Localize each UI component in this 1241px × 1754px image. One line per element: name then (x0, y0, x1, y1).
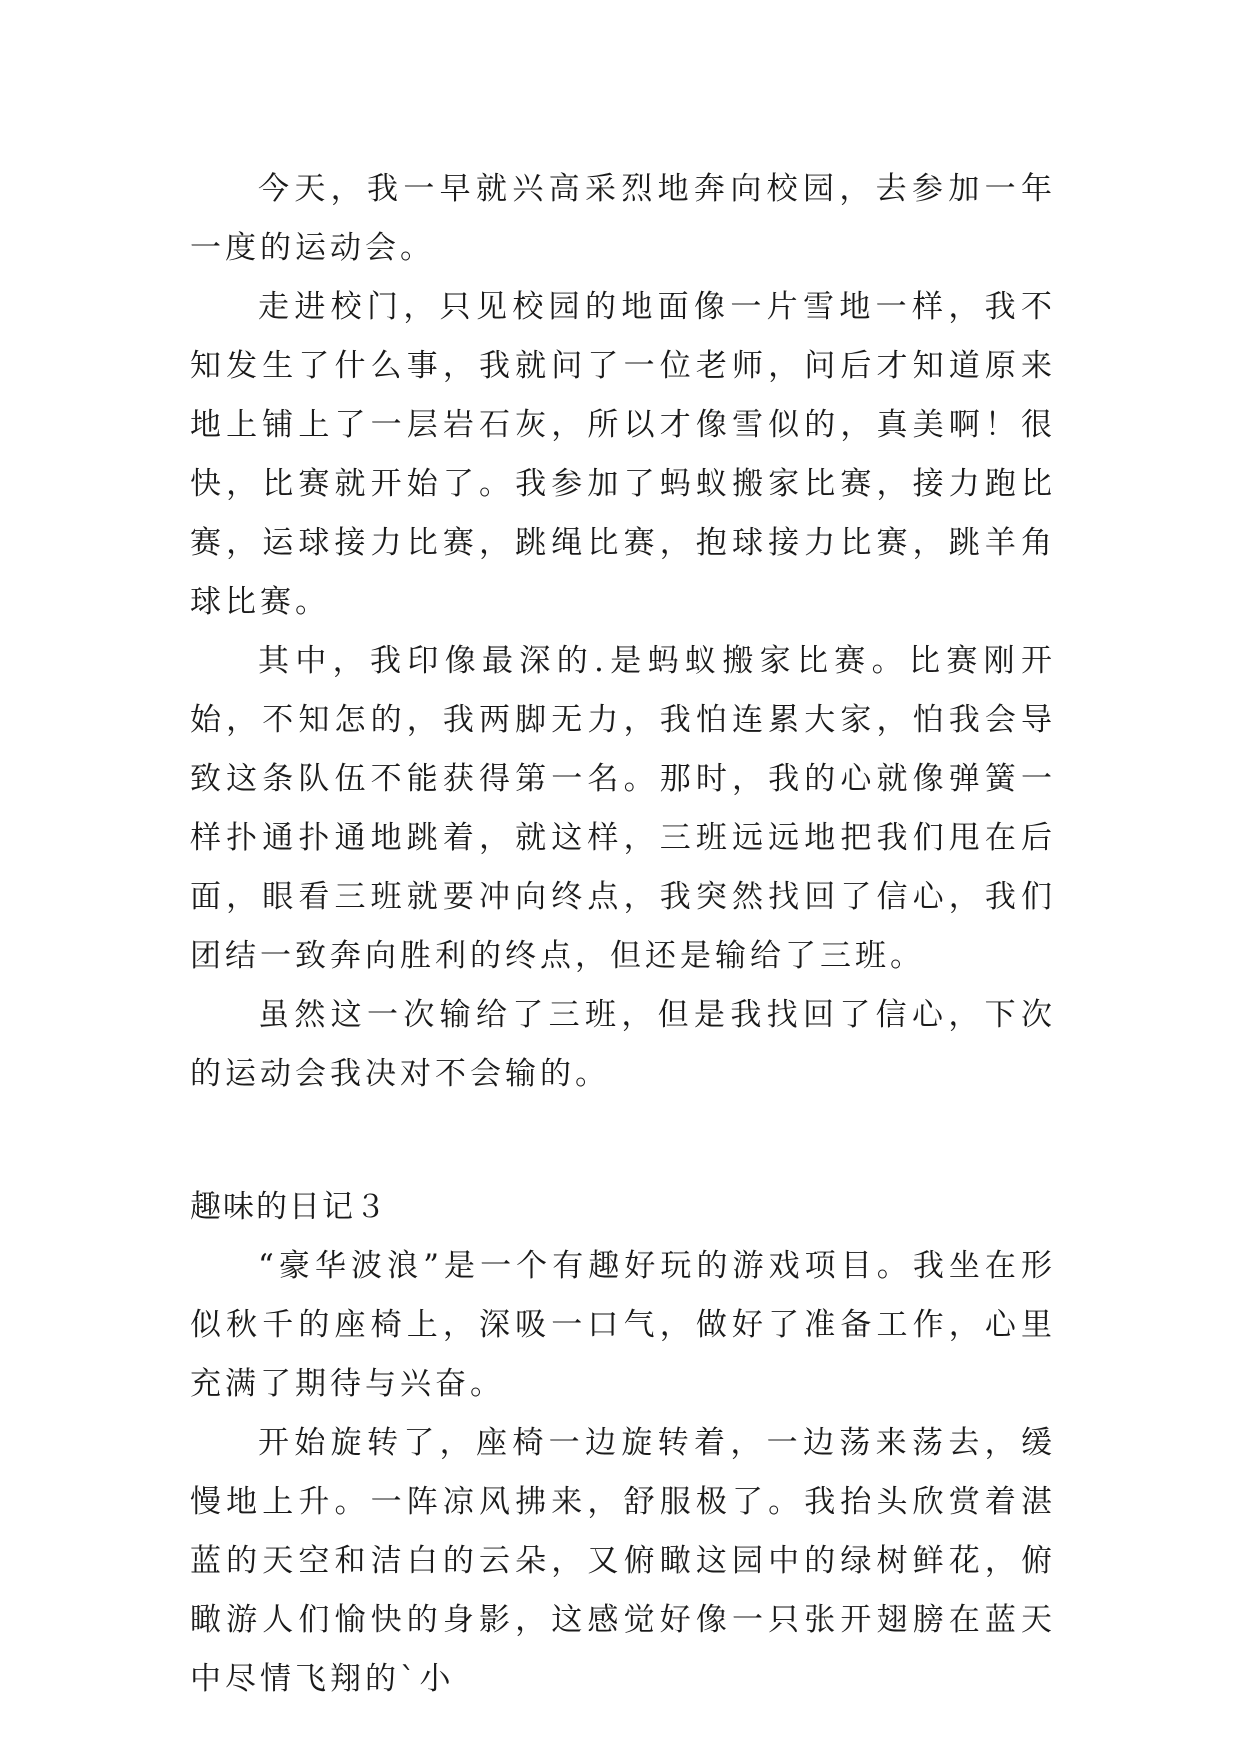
document-body (190, 160, 1056, 1709)
paragraph-sports-day-intro: 今天，我一早就兴高采烈地奔向校园，去参加一年一度的运动会。 (190, 171, 1056, 266)
section-title: 趣味的日记３ (190, 1189, 388, 1225)
paragraph-ant-race: 其中，我印像最深的.是蚂蚁搬家比赛。比赛刚开始，不知怎的，我两脚无力，我怕连累大家，怕我会导致这条队伍不能获得第一名。那时，我的心就像弹簧一样扑通扑通地跳着，就这样，三班远远地把我们甩在后面，眼看三班就要冲向终点，我突然找回了信心，我们团结一致奔向胜利的终点，但还是输给了三班。 (190, 643, 1056, 974)
paragraph-conclusion: 虽然这一次输给了三班，但是我找回了信心，下次的运动会我决对不会输的。 (190, 997, 1056, 1092)
paragraph-wave-ride-intro: “豪华波浪”是一个有趣好玩的游戏项目。我坐在形似秋千的座椅上，深吸一口气，做好了准备工作，心里充满了期待与兴奋。 (190, 1248, 1056, 1402)
paragraph-school-gate: 走进校门，只见校园的地面像一片雪地一样，我不知发生了什么事，我就问了一位老师，问后才知道原来地上铺上了一层岩石灰，所以才像雪似的，真美啊！很快，比赛就开始了。我参加了蚂蚁搬家比赛，接力跑比赛，运球接力比赛，跳绳比赛，抱球接力比赛，跳羊角球比赛。 (190, 289, 1056, 620)
paragraph-wave-ride-spin: 开始旋转了，座椅一边旋转着，一边荡来荡去，缓慢地上升。一阵凉风拂来，舒服极了。我抬头欣赏着湛蓝的天空和洁白的云朵，又俯瞰这园中的绿树鲜花，俯瞰游人们愉快的身影，这感觉好像一只张开翅膀在蓝天中尽情飞翔的`小 (190, 1425, 1056, 1697)
